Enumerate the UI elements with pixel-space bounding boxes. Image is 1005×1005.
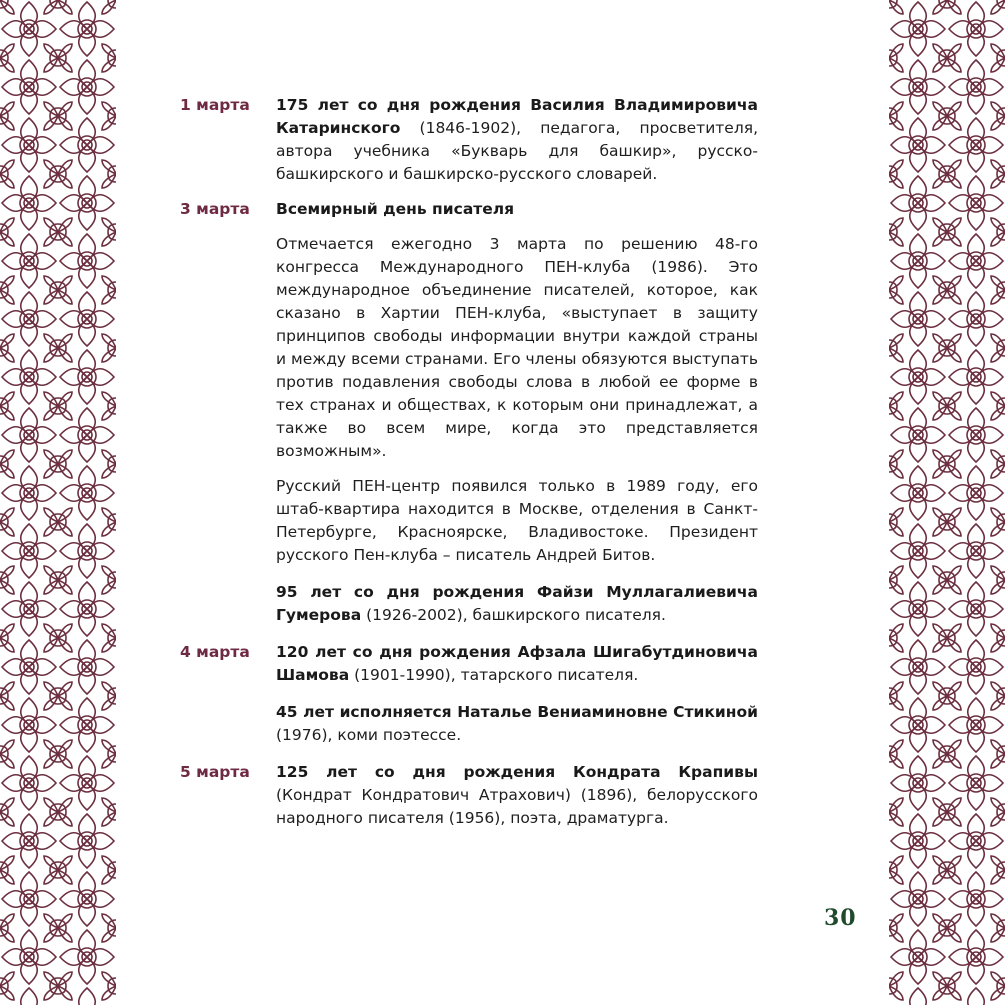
calendar-page — [180, 94, 760, 830]
calendar-entry — [180, 94, 760, 186]
calendar-entry — [180, 581, 760, 627]
right-ornament-border — [889, 0, 1005, 1005]
calendar-paragraph — [180, 475, 760, 567]
paragraph-text: Отмечается ежегодно 3 марта по решению 48-го конгресса Международного ПЕН-клуба (1986). Это международное объединение писателей, которое, как сказано в Хартии ПЕН-клуба, «выступает в защиту принципов свободы информации внутри каждой страны и между всеми странами. Его члены обязуются выступать против подавления свободы слова в любой ее форме в тех странах и обществах, к которым они принадлежат, а также во всем мире, когда это представляется возможным». — [276, 235, 758, 460]
entry-description: (1926-2002), башкирского писателя. — [361, 606, 666, 624]
entry-date: 5 марта — [180, 763, 250, 781]
ornament-pattern-icon — [889, 0, 1005, 1005]
paragraph-text: Русский ПЕН-центр появился только в 1989 году, его штаб-квартира находится в Москве, отделения в Санкт-Петербурге, Красноярске, Владивостоке. Президент русского Пен-клуба – писатель Андрей Битов. — [276, 477, 758, 564]
entry-text — [276, 581, 758, 627]
left-ornament-border — [0, 0, 116, 1005]
entry-date: 1 марта — [180, 96, 250, 114]
calendar-entry — [180, 701, 760, 747]
page-number: 30 — [824, 905, 857, 931]
entry-heading: 45 лет исполняется Наталье Вениаминовне Стикиной — [276, 703, 758, 721]
entry-heading: 175 лет со дня рождения Василия Владимировича Катаринского — [276, 96, 758, 137]
entry-text — [276, 94, 758, 186]
calendar-entry — [180, 198, 760, 221]
entry-date: 4 марта — [180, 643, 250, 661]
calendar-paragraph — [180, 233, 760, 463]
entry-text — [276, 701, 758, 747]
entry-text — [276, 641, 758, 687]
entry-description: (1846-1902), педагога, просветителя, автора учебника «Букварь для башкир», русско-башкирского и башкирско-русского словарей. — [276, 119, 758, 183]
entry-heading: 95 лет со дня рождения Файзи Муллагалиевича Гумерова — [276, 583, 758, 624]
ornament-pattern-icon — [0, 0, 116, 1005]
entry-date: 3 марта — [180, 200, 250, 218]
entry-heading: 125 лет со дня рождения Кондрата Крапивы — [276, 763, 758, 781]
entry-description: (1901-1990), татарского писателя. — [349, 666, 639, 684]
entry-description: (1976), коми поэтессе. — [276, 726, 462, 744]
entry-text — [276, 761, 758, 830]
entry-description: (Кондрат Кондратович Атрахович) (1896), белорусского народного писателя (1956), поэта, драматурга. — [276, 786, 758, 827]
calendar-entry — [180, 761, 760, 830]
calendar-entry — [180, 641, 760, 687]
entry-text — [276, 198, 758, 221]
entry-heading: 120 лет со дня рождения Афзала Шигабутдиновича Шамова — [276, 643, 758, 684]
entry-heading: Всемирный день писателя — [276, 200, 515, 218]
